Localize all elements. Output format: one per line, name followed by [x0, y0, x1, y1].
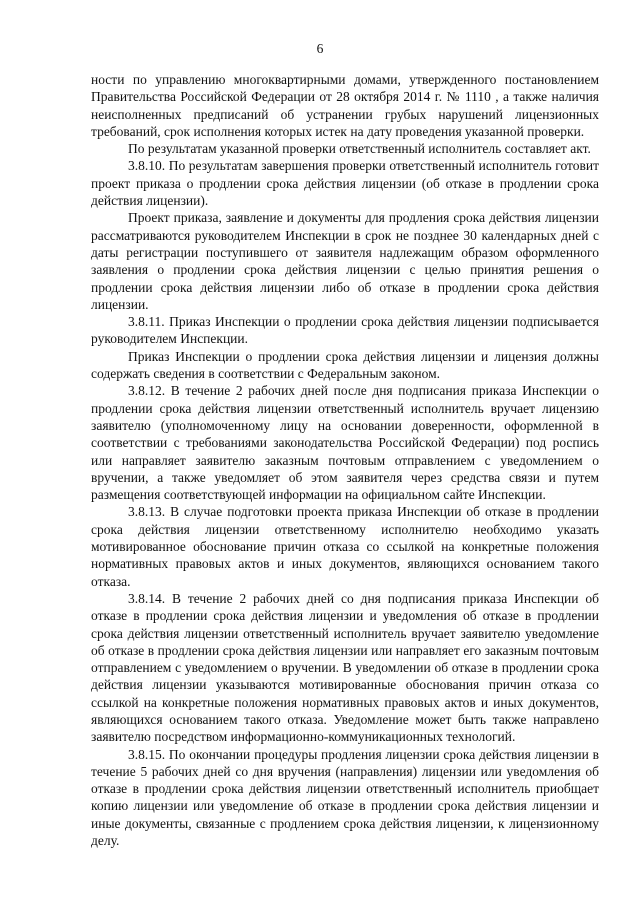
- paragraph-3-8-14: 3.8.14. В течение 2 рабочих дней со дня подписания приказа Инспекции об отказе в продлении срока действия лицензии и уведомления об отказе в продлении срока действия лицензии ответственный исполнитель вручает заявителю уведомление об отказе в продлении срока действия лицензии или направляет его заказным почтовым отправлением с уведомлением о вручении. В уведомлении об отказе в продлении срока действия лицензии указываются мотивированные обоснования причин отказа со ссылкой на конкретные положения нормативных правовых актов и иных документов, являющихся основанием такого отказа. Уведомление может быть также направлено заявителю посредством информационно-коммуникационных технологий.: [91, 590, 599, 745]
- paragraph-3-8-12: 3.8.12. В течение 2 рабочих дней после дня подписания приказа Инспекции о продлении срока действия лицензии ответственный исполнитель вручает лицензию заявителю (уполномоченному лицу на основании доверенности, оформленной в соответствии с требованиями законодательства Российской Федерации) под роспись или направляет заявителю заказным почтовым отправлением с уведомлением о вручении, а также уведомляет об этом заявителя через средства связи и путем размещения соответствующей информации на официальном сайте Инспекции.: [91, 383, 599, 503]
- page-number: 6: [316, 41, 324, 56]
- paragraph-3-8-11: 3.8.11. Приказ Инспекции о продлении срока действия лицензии подписывается руководителем Инспекции.: [91, 314, 599, 347]
- paragraph-order-contents: Приказ Инспекции о продлении срока действия лицензии и лицензия должны содержать сведения в соответствии с Федеральным законом.: [91, 348, 599, 382]
- document-body: [91, 71, 599, 849]
- paragraph-inspection-act: По результатам указанной проверки ответственный исполнитель составляет акт.: [128, 141, 591, 157]
- paragraph-3-8-13: 3.8.13. В случае подготовки проекта приказа Инспекции об отказе в продлении срока действия лицензии ответственному исполнителю необходимо указать мотивированное обоснование причин отказа со ссылкой на конкретные положения нормативных правовых актов и иных документов, являющихся основанием такого отказа.: [91, 504, 599, 589]
- paragraph-3-8-15: 3.8.15. По окончании процедуры продления лицензии срока действия лицензии в течение 5 рабочих дней со дня вручения (направления) лицензии или уведомления об отказе в продлении срока действия лицензии ответственный исполнитель приобщает копию лицензии или уведомление об отказе в продлении срока действия лицензии и иные документы, связанные с продлением срока действия лицензии, к лицензионному делу.: [91, 746, 599, 849]
- paragraph-draft-order-review: Проект приказа, заявление и документы для продления срока действия лицензии рассматриваются руководителем Инспекции в срок не позднее 30 календарных дней с даты регистрации поступившего от заявителя надлежащим образом оформленного заявления о продлении срока действия лицензии с целью принятия решения о продлении срока действия лицензии либо об отказе в продлении срока действия лицензии.: [91, 210, 599, 312]
- paragraph-continuation: ности по управлению многоквартирными домами, утвержденного постановлением Правительства Российской Федерации от 28 октября 2014 г. № 1110 , а также наличия неисполненных предписаний об устранении грубых нарушений лицензионных требований, срок исполнения которых истек на дату проведения указанной проверки.: [91, 72, 599, 139]
- paragraph-3-8-10: 3.8.10. По результатам завершения проверки ответственный исполнитель готовит проект приказа о продлении срока действия лицензии (об отказе в продлении срока действия лицензии).: [91, 158, 599, 209]
